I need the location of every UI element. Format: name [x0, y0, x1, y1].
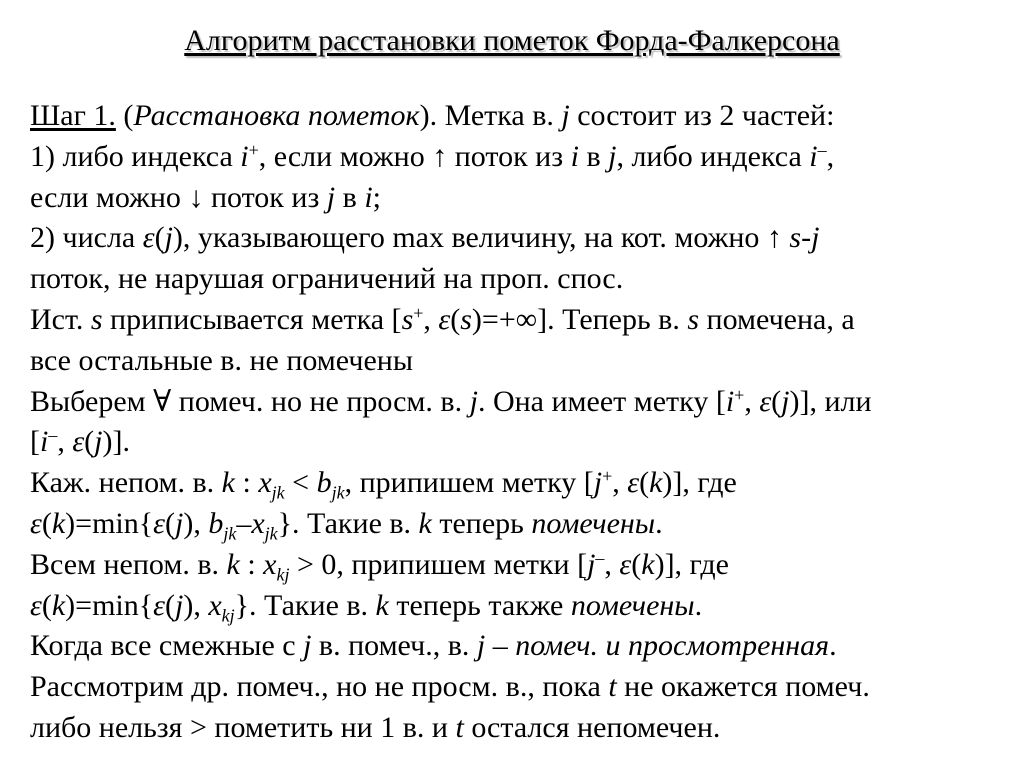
slide-title: Алгоритм расстановки пометок Форда-Фалкерсона — [184, 24, 840, 57]
line-4: 2) числа ε(j), указывающего max величину, на кот. можно ↑ s-j — [30, 221, 820, 255]
line-12: Всем непом. в. k : $x_{kj} > 0$, припишем метки [j–, ε(k)], где — [30, 547, 729, 585]
line-8: Выберем ∀ помеч. но не просм. в. j. Она имеет метку [i+, ε(j)], или — [30, 384, 872, 418]
arrow-down-icon: ↓ — [188, 180, 204, 214]
step-name: Расстановка пометок — [133, 99, 420, 132]
line-11: ε(k)=min{ε(j), $b_{jk}-x_{jk}$}. Такие в. k теперь помечены. — [30, 506, 663, 544]
step-label: Шаг 1. — [30, 99, 116, 132]
forall-icon: ∀ — [153, 384, 172, 418]
line-10: Каж. непом. в. k : $x_{jk} < b_{jk}$, припишем метку [j+, ε(k)], где — [30, 466, 737, 503]
line-3: если можно ↓ поток из j в i; — [30, 180, 381, 214]
line-5: поток, не нарушая ограничений на проп. спос. — [30, 262, 624, 296]
line-9: [i–, ε(j)]. — [30, 425, 130, 459]
line-14: Когда все смежные с j в. помеч., в. j – помеч. и просмотренная. — [30, 629, 837, 663]
slide-body — [30, 96, 1010, 749]
line-16: либо нельзя > пометить ни 1 в. и t остался непомечен. — [30, 710, 721, 744]
line-1: Шаг 1. (Расстановка пометок). Метка в. j состоит из 2 частей: — [30, 99, 835, 132]
line-15: Рассмотрим др. помеч., но не просм. в., пока t не окажется помеч. — [30, 670, 870, 704]
line-6: Ист. s приписывается метка [s+, ε(s)=+∞]. Теперь в. s помечена, а — [30, 302, 855, 336]
arrow-up-icon: ↑ — [766, 221, 782, 255]
line-7: все остальные в. не помечены — [30, 343, 413, 377]
line-2: 1) либо индекса i+, если можно ↑ поток из i в j, либо индекса i–, — [30, 139, 835, 173]
line-13: ε(k)=min{ε(j), $x_{kj}$}. Такие в. k теперь также помечены. — [30, 588, 703, 625]
arrow-up-icon: ↑ — [432, 139, 448, 173]
